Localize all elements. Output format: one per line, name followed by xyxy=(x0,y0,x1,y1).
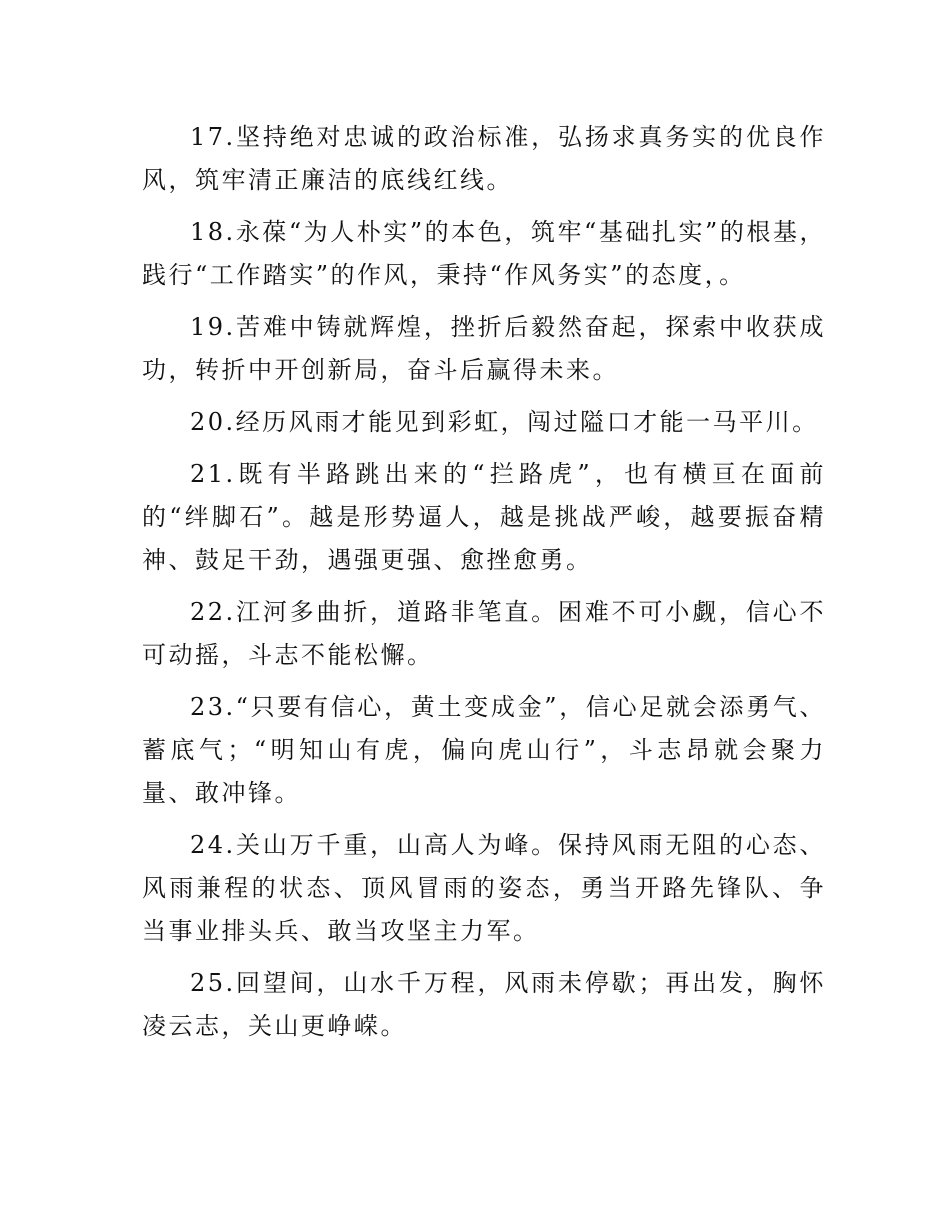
paragraph-text: 江河多曲折，道路非笔直。困难不可小觑，信心不可动摇，斗志不能松懈。 xyxy=(142,598,826,669)
paragraph-number: 18. xyxy=(190,218,236,246)
paragraph-number: 20. xyxy=(190,408,236,436)
paragraph-text: 坚持绝对忠诚的政治标准，弘扬求真务实的优良作风，筑牢清正廉洁的底线红线。 xyxy=(142,123,826,194)
paragraph-number: 21. xyxy=(190,460,236,488)
paragraph-number: 19. xyxy=(190,313,236,341)
paragraph-number: 23. xyxy=(190,693,236,721)
document-body xyxy=(142,116,826,1057)
paragraph-text: 回望间，山水千万程，风雨未停歇；再出发，胸怀凌云志，关山更峥嵘。 xyxy=(142,969,826,1040)
paragraph-text: 既有半路跳出来的“拦路虎”，也有横亘在面前的“绊脚石”。越是形势逼人，越是挑战严峻，越要振奋精神、鼓足干劲，遇强更强、愈挫愈勇。 xyxy=(142,460,826,574)
paragraph-number: 22. xyxy=(190,598,236,626)
paragraph-24 xyxy=(142,824,826,953)
paragraph-17 xyxy=(142,116,826,202)
paragraph-number: 17. xyxy=(190,123,236,151)
paragraph-25 xyxy=(142,962,826,1048)
paragraph-text: 苦难中铸就辉煌，挫折后毅然奋起，探索中收获成功，转折中开创新局，奋斗后赢得未来。 xyxy=(142,313,826,384)
paragraph-21 xyxy=(142,453,826,582)
paragraph-text: “只要有信心，黄土变成金”，信心足就会添勇气、蓄底气；“明知山有虎，偏向虎山行”，斗志昂就会聚力量、敢冲锋。 xyxy=(142,693,826,807)
paragraph-text: 永葆“为人朴实”的本色，筑牢“基础扎实”的根基，践行“工作踏实”的作风，秉持“作风务实”的态度，。 xyxy=(142,218,826,289)
paragraph-23 xyxy=(142,686,826,815)
paragraph-number: 25. xyxy=(190,969,236,997)
paragraph-text: 关山万千重，山高人为峰。保持风雨无阻的心态、风雨兼程的状态、顶风冒雨的姿态，勇当开路先锋队、争当事业排头兵、敢当攻坚主力军。 xyxy=(142,831,826,945)
paragraph-19 xyxy=(142,306,826,392)
paragraph-20 xyxy=(142,401,826,444)
paragraph-22 xyxy=(142,591,826,677)
paragraph-text: 经历风雨才能见到彩虹，闯过隘口才能一马平川。 xyxy=(235,408,819,436)
paragraph-18 xyxy=(142,211,826,297)
paragraph-number: 24. xyxy=(190,831,236,859)
